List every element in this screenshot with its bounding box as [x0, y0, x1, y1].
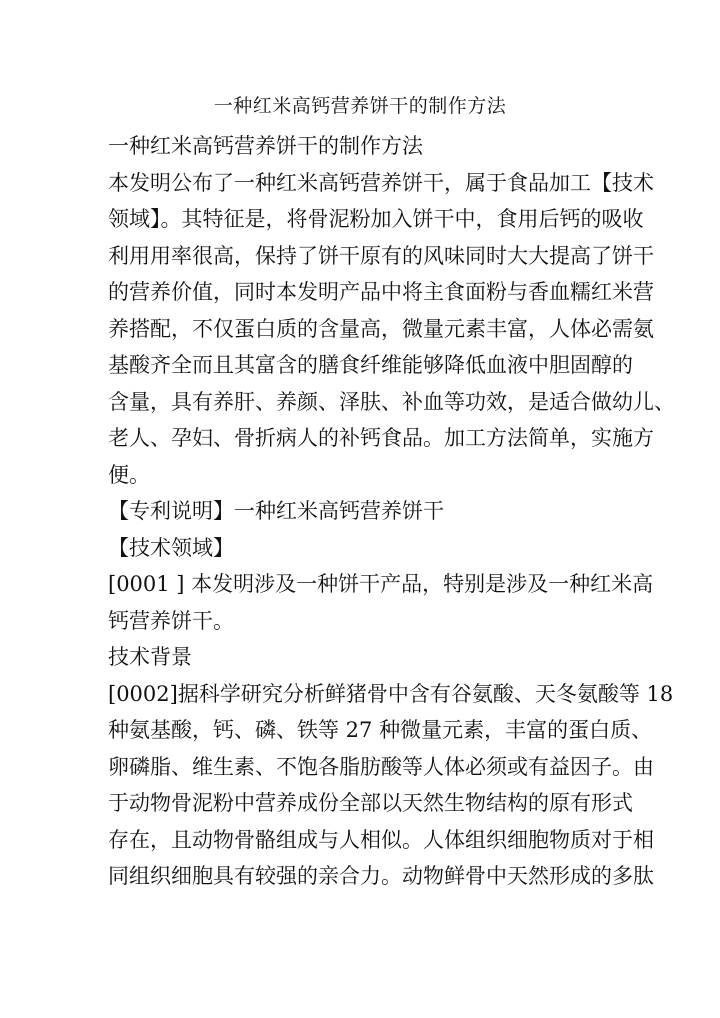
abstract-line-5: 养搭配，不仅蛋白质的含量高，微量元素丰富，人体必需氨	[108, 316, 654, 341]
abstract-line-9: 便。	[108, 462, 150, 487]
paragraph-0002-line-1: [0002]据科学研究分析鲜猪骨中含有谷氨酸、天冬氨酸等 18	[108, 681, 674, 706]
abstract-line-6: 基酸齐全而且其富含的膳食纤维能够降低血液中胆固醇的	[108, 353, 633, 377]
abstract-line-2: 领域】。其特征是，将骨泥粉加入饼干中，食用后钙的吸收	[108, 207, 644, 231]
abstract-line-3: 利用用率很高，保持了饼干原有的风味同时大大提高了饼干	[108, 243, 654, 268]
abstract-line-8: 老人、孕妇、骨折病人的补钙食品。加工方法简单，实施方	[108, 426, 654, 450]
paragraph-0002-line-5: 存在，且动物骨骼组成与人相似。人体组织细胞物质对于相	[108, 827, 654, 852]
abstract-line-4: 的营养价值，同时本发明产品中将主食面粉与香血糯红米营	[108, 280, 654, 304]
subtitle-line: 一种红米高钙营养饼干的制作方法	[108, 134, 423, 158]
technical-field-heading: 【技术领域】	[108, 535, 234, 560]
paragraph-0001-line-2: 钙营养饼干。	[108, 608, 234, 633]
paragraph-0001-line-1: [0001 ] 本发明涉及一种饼干产品，特别是涉及一种红米高	[108, 572, 654, 596]
abstract-line-7: 含量，具有养肝、养颜、泽肤、补血等功效，是适合做幼儿、	[108, 389, 675, 414]
document-body	[108, 128, 675, 895]
abstract-line-1: 本发明公布了一种红米高钙营养饼干，属于食品加工【技术	[108, 170, 654, 195]
paragraph-0002-line-4: 于动物骨泥粉中营养成份全部以天然生物结构的原有形式	[108, 791, 633, 815]
paragraph-0002-line-6: 同组织细胞具有较强的亲合力。动物鲜骨中天然形成的多肽	[108, 864, 654, 888]
technical-background-heading: 技术背景	[108, 645, 192, 669]
document-title: 一种红米高钙营养饼干的制作方法	[213, 95, 507, 117]
patent-description-heading: 【专利说明】一种红米高钙营养饼干	[108, 499, 444, 523]
paragraph-0002-line-2: 种氨基酸，钙、磷、铁等 27 种微量元素，丰富的蛋白质、	[108, 718, 653, 742]
paragraph-0002-line-3: 卵磷脂、维生素、不饱各脂肪酸等人体必须或有益因子。由	[108, 754, 654, 779]
